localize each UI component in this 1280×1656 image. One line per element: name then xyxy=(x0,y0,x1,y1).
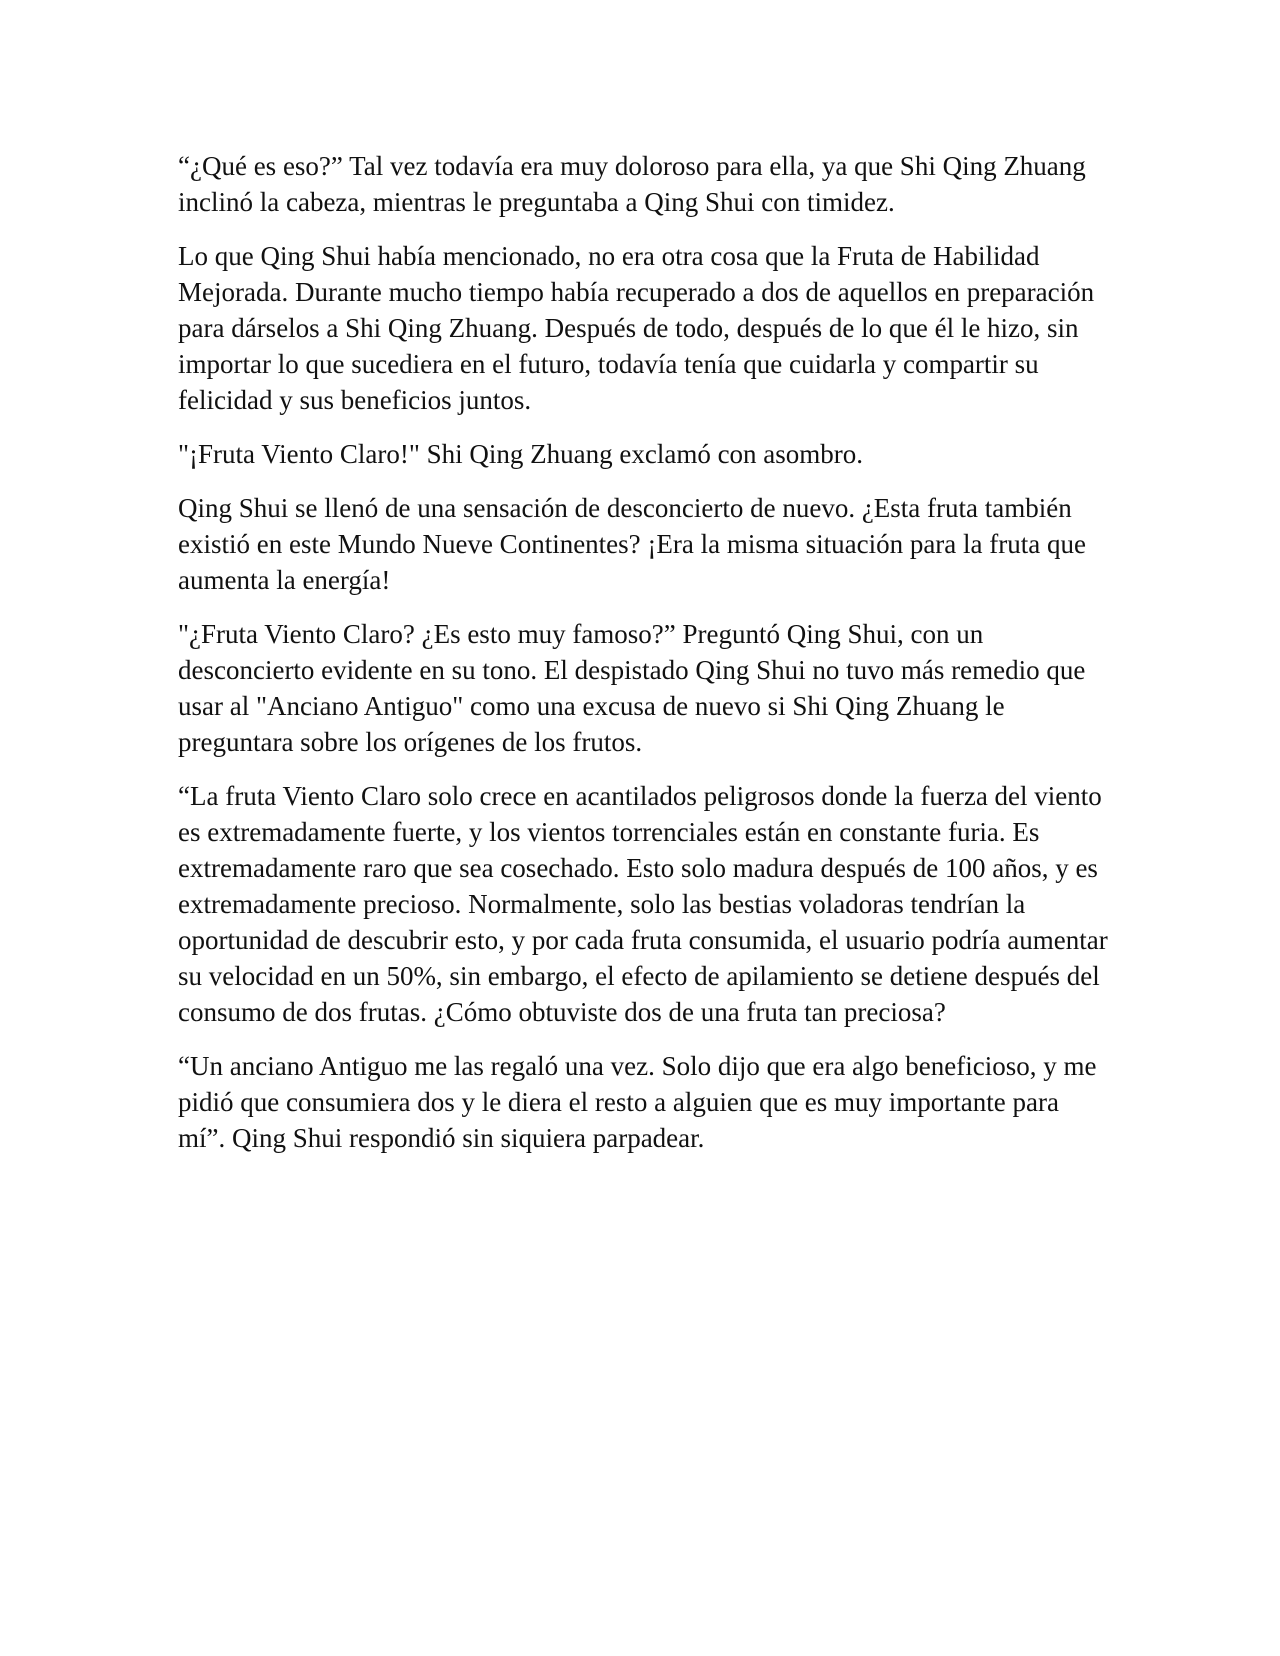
paragraph-5: "¿Fruta Viento Claro? ¿Es esto muy famoso?” Preguntó Qing Shui, con un desconcierto evidente en su tono. El despistado Qing Shui no tuvo más remedio que usar al "Anciano Antiguo" como una excusa de nuevo si Shi Qing Zhuang le preguntara sobre los orígenes de los frutos. xyxy=(178,619,1086,757)
paragraph-6: “La fruta Viento Claro solo crece en acantilados peligrosos donde la fuerza del viento es extremadamente fuerte, y los vientos torrenciales están en constante furia. Es extremadamente raro que sea cosechado. Esto solo madura después de 100 años, y es extremadamente precioso. Normalmente, solo las bestias voladoras tendrían la oportunidad de descubrir esto, y por cada fruta consumida, el usuario podría aumentar su velocidad en un 50%, sin embargo, el efecto de apilamiento se detiene después del consumo de dos frutas. ¿Cómo obtuviste dos de una fruta tan preciosa? xyxy=(178,781,1108,1027)
paragraph-7: “Un anciano Antiguo me las regaló una vez. Solo dijo que era algo beneficioso, y me pidió que consumiera dos y le diera el resto a alguien que es muy importante para mí”. Qing Shui respondió sin siquiera parpadear. xyxy=(178,1051,1097,1153)
paragraph-1: “¿Qué es eso?” Tal vez todavía era muy doloroso para ella, ya que Shi Qing Zhuang inclinó la cabeza, mientras le preguntaba a Qing Shui con timidez. xyxy=(178,151,1086,217)
paragraph-4: Qing Shui se llenó de una sensación de desconcierto de nuevo. ¿Esta fruta también existió en este Mundo Nueve Continentes? ¡Era la misma situación para la fruta que aumenta la energía! xyxy=(178,493,1086,595)
paragraph-3: "¡Fruta Viento Claro!" Shi Qing Zhuang exclamó con asombro. xyxy=(178,439,864,469)
document-body xyxy=(178,148,1108,1174)
paragraph-2: Lo que Qing Shui había mencionado, no era otra cosa que la Fruta de Habilidad Mejorada. Durante mucho tiempo había recuperado a dos de aquellos en preparación para dárselos a Shi Qing Zhuang. Después de todo, después de lo que él le hizo, sin importar lo que sucediera en el futuro, todavía tenía que cuidarla y compartir su felicidad y sus beneficios juntos. xyxy=(178,241,1095,415)
